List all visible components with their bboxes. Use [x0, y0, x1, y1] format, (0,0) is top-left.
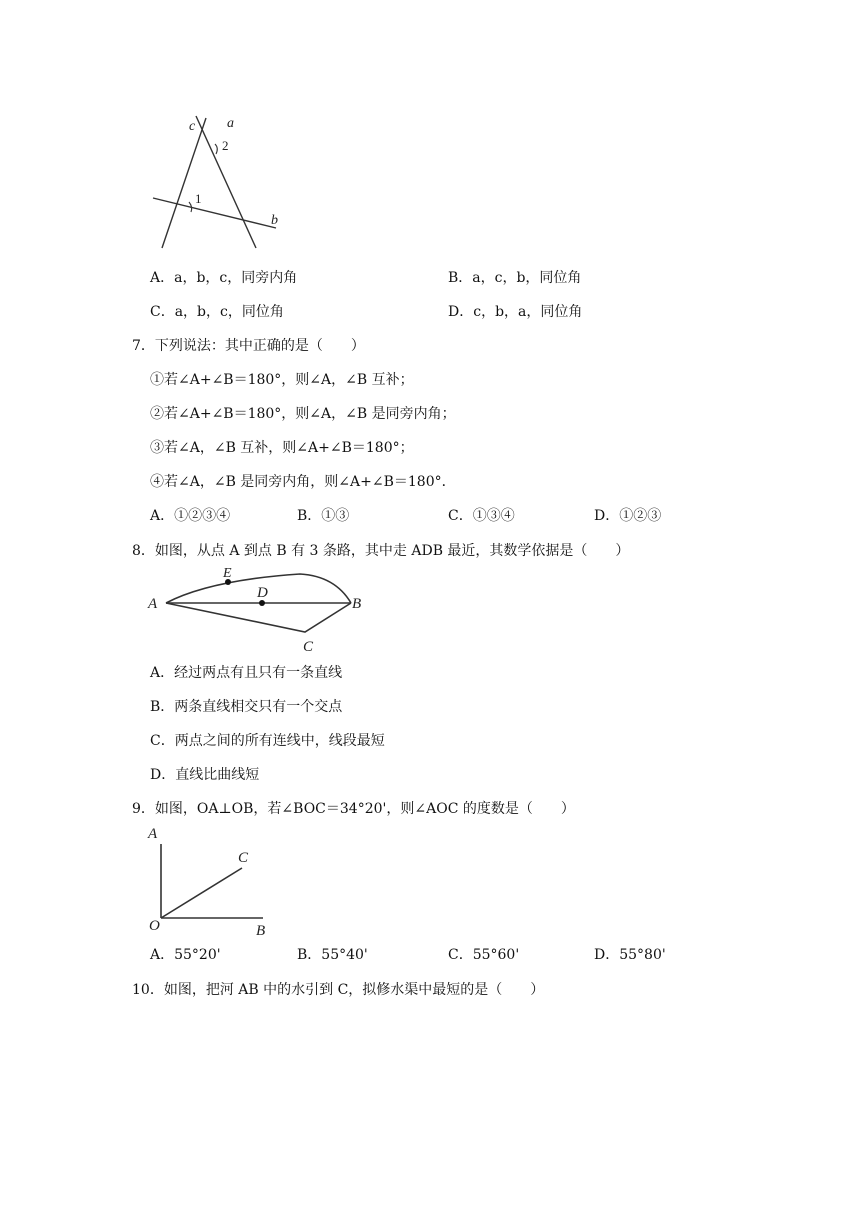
q7-option-d: D．①②③ [594, 508, 662, 524]
label-angle-1: 1 [195, 191, 202, 206]
ray-oc [161, 868, 242, 918]
line-c [162, 118, 206, 248]
q6-option-b: B．a，c，b，同位角 [448, 270, 582, 286]
q7-statement-1: ①若∠A+∠B＝180°，则∠A，∠B 互补； [150, 372, 414, 388]
label-angle-2: 2 [222, 138, 229, 153]
q7-option-b: B．①③ [297, 508, 350, 524]
label-a: A [148, 596, 158, 612]
label-c: C [303, 639, 314, 655]
q7-option-a: A．①②③④ [150, 508, 231, 524]
q9-figure [140, 822, 280, 940]
label-e: E [223, 566, 232, 581]
q10-stem: 10．如图，把河 AB 中的水引到 C，拟修水渠中最短的是（ ） [132, 982, 545, 998]
label-c: C [238, 850, 249, 866]
q9-stem: 9．如图，OA⊥OB，若∠BOC＝34°20'，则∠AOC 的度数是（ ） [132, 801, 575, 817]
label-o: O [149, 918, 160, 934]
q8-option-b: B．两条直线相交只有一个交点 [150, 699, 343, 715]
q9-option-d: D．55°80' [594, 947, 666, 963]
q6-figure [145, 112, 290, 252]
label-c: c [189, 119, 196, 134]
label-d: D [257, 585, 268, 601]
q8-option-a: A．经过两点有且只有一条直线 [150, 665, 343, 681]
q6-option-c: C．a，b，c，同位角 [150, 304, 284, 320]
q7-statement-3: ③若∠A，∠B 互补，则∠A+∠B＝180°； [150, 440, 414, 456]
q6-option-d: D．c，b，a，同位角 [448, 304, 583, 320]
label-b: B [352, 596, 362, 612]
q9-option-a: A．55°20' [150, 947, 221, 963]
label-b: b [271, 213, 278, 228]
q8-option-c: C．两点之间的所有连线中，线段最短 [150, 733, 385, 749]
label-b: B [256, 923, 266, 939]
q8-option-d: D．直线比曲线短 [150, 767, 260, 783]
q9-option-c: C．55°60' [448, 947, 520, 963]
line-a [196, 116, 256, 248]
label-a: a [227, 116, 234, 131]
label-a: A [148, 826, 158, 842]
q8-figure [140, 562, 380, 658]
q7-option-c: C．①③④ [448, 508, 515, 524]
angle-2-arc [215, 144, 217, 154]
q6-option-a: A．a，b，c，同旁内角 [150, 270, 298, 286]
q7-stem: 7．下列说法：其中正确的是（ ） [132, 338, 365, 354]
q7-statement-2: ②若∠A+∠B＝180°，则∠A，∠B 是同旁内角； [150, 406, 456, 422]
q9-option-b: B．55°40' [297, 947, 368, 963]
line-b [153, 198, 276, 228]
q8-stem: 8．如图，从点 A 到点 B 有 3 条路，其中走 ADB 最近，其数学依据是（ ） [132, 543, 630, 559]
q7-statement-4: ④若∠A，∠B 是同旁内角，则∠A+∠B＝180°． [150, 474, 456, 490]
path-acb [166, 603, 351, 632]
